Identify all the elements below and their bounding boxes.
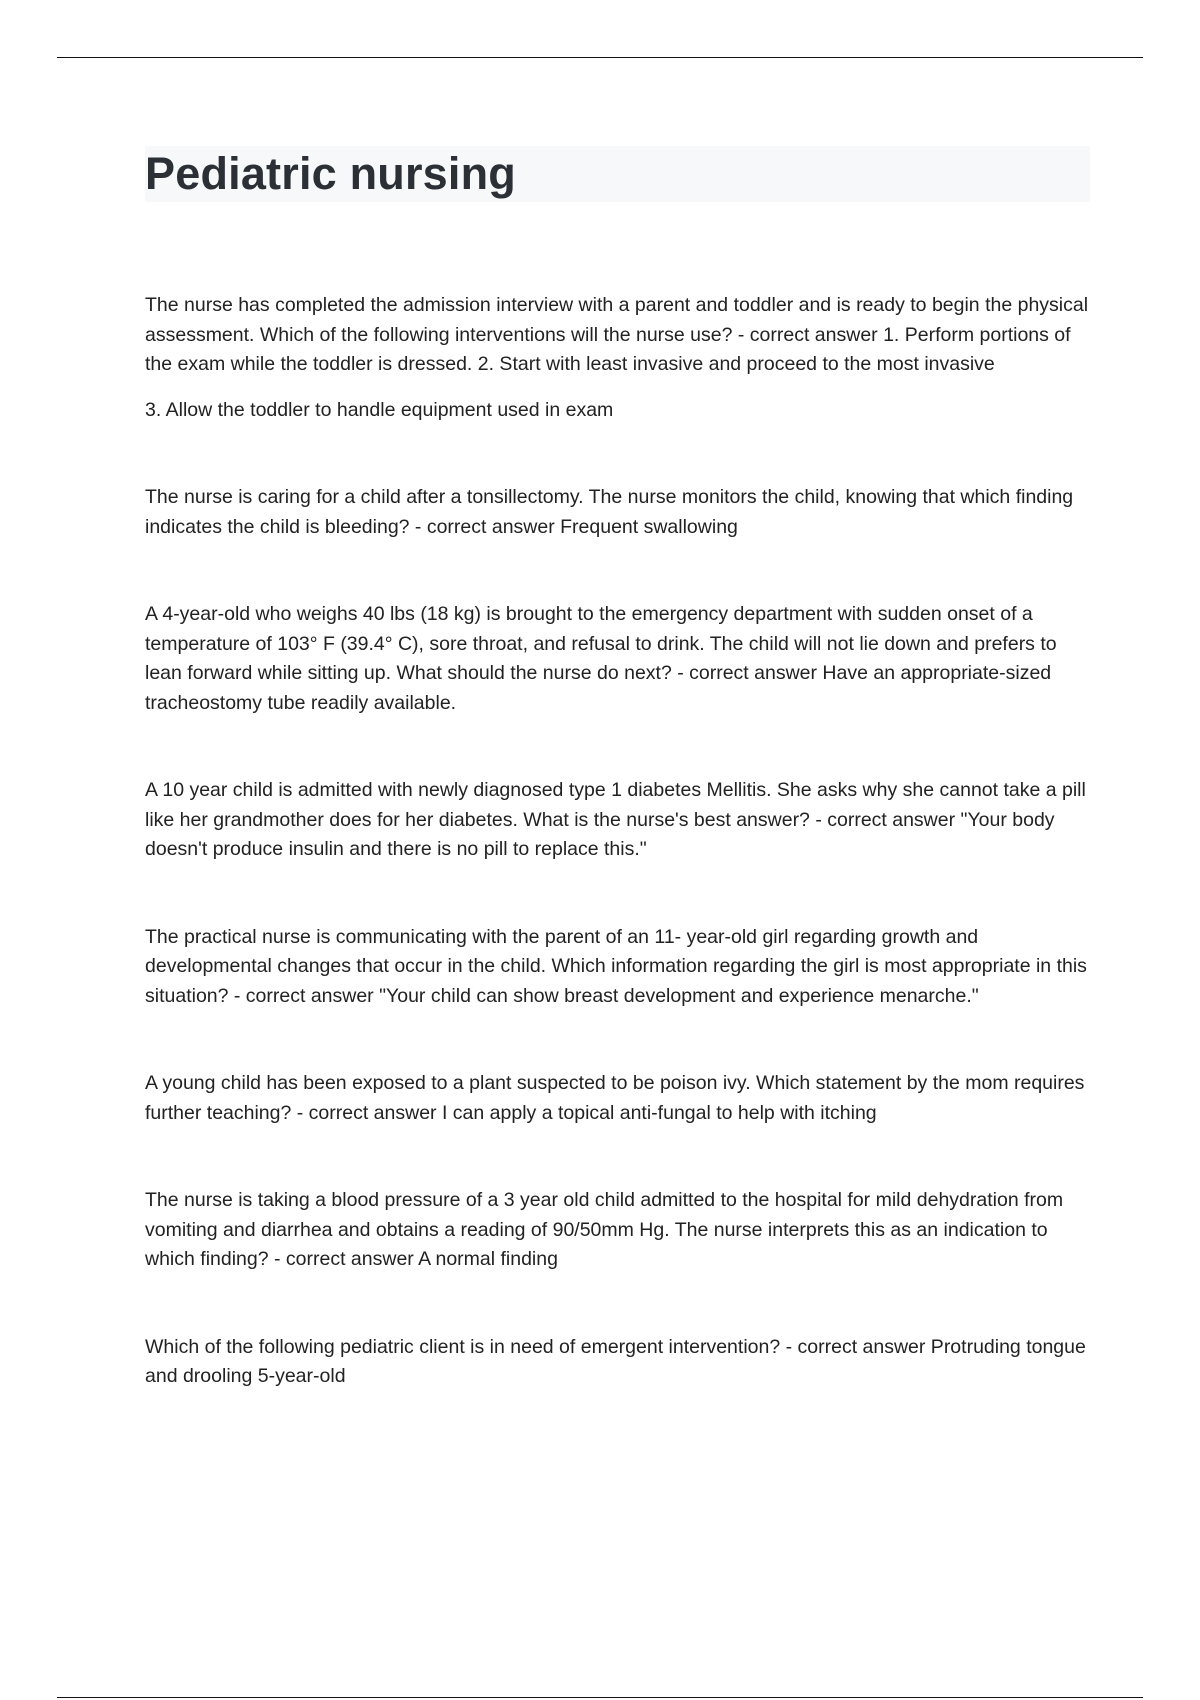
top-rule: [57, 57, 1143, 58]
qa-paragraph: A young child has been exposed to a plant suspected to be poison ivy. Which statement by the mom requires further teaching? - correct answer I can apply a topical anti-fungal to help with itching: [145, 1072, 1085, 1124]
document-body: [145, 291, 1090, 1450]
qa-paragraph: 3. Allow the toddler to handle equipment used in exam: [145, 398, 614, 421]
qa-item-1: [145, 291, 1090, 425]
qa-item-6: [145, 1069, 1090, 1128]
qa-paragraph: The practical nurse is communicating with the parent of an 11- year-old girl regarding growth and developmental changes that occur in the child. Which information regarding the girl is most appropriate in this situation? - correct answer "Your child can show breast development and experience menarche.": [145, 925, 1087, 1007]
qa-item-8: [145, 1333, 1090, 1392]
qa-paragraph: A 10 year child is admitted with newly diagnosed type 1 diabetes Mellitis. She asks why she cannot take a pill like her grandmother does for her diabetes. What is the nurse's best answer? - correct answer "Your body doesn't produce insulin and there is no pill to replace this.": [145, 779, 1086, 860]
page-title: Pediatric nursing: [145, 148, 516, 199]
qa-paragraph: The nurse is caring for a child after a tonsillectomy. The nurse monitors the child, knowing that which finding indicates the child is bleeding? - correct answer Frequent swallowing: [145, 486, 1074, 538]
qa-paragraph: A 4-year-old who weighs 40 lbs (18 kg) is brought to the emergency department with sudden onset of a temperature of 103° F (39.4° C), sore throat, and refusal to drink. The child will not lie down and prefers to lean forward while sitting up. What should the nurse do next? - correct answer Have an appropriate-sized tracheostomy tube readily available.: [145, 603, 1057, 714]
qa-item-2: [145, 483, 1090, 542]
qa-paragraph: The nurse has completed the admission interview with a parent and toddler and is ready to begin the physical assessment. Which of the following interventions will the nurse use? - correct answer 1. Perform portions of the exam while the toddler is dressed. 2. Start with least invasive and proceed to the most invasive: [145, 294, 1089, 375]
qa-item-3: [145, 600, 1090, 718]
qa-item-4: [145, 776, 1090, 865]
qa-item-5: [145, 923, 1090, 1012]
qa-paragraph: Which of the following pediatric client is in need of emergent intervention? - correct answer Protruding tongue and drooling 5-year-old: [145, 1335, 1086, 1387]
qa-paragraph: The nurse is taking a blood pressure of a 3 year old child admitted to the hospital for mild dehydration from vomiting and diarrhea and obtains a reading of 90/50mm Hg. The nurse interprets this as an indication to which finding? - correct answer A normal finding: [145, 1189, 1064, 1270]
qa-item-7: [145, 1186, 1090, 1275]
bottom-rule: [57, 1697, 1143, 1698]
